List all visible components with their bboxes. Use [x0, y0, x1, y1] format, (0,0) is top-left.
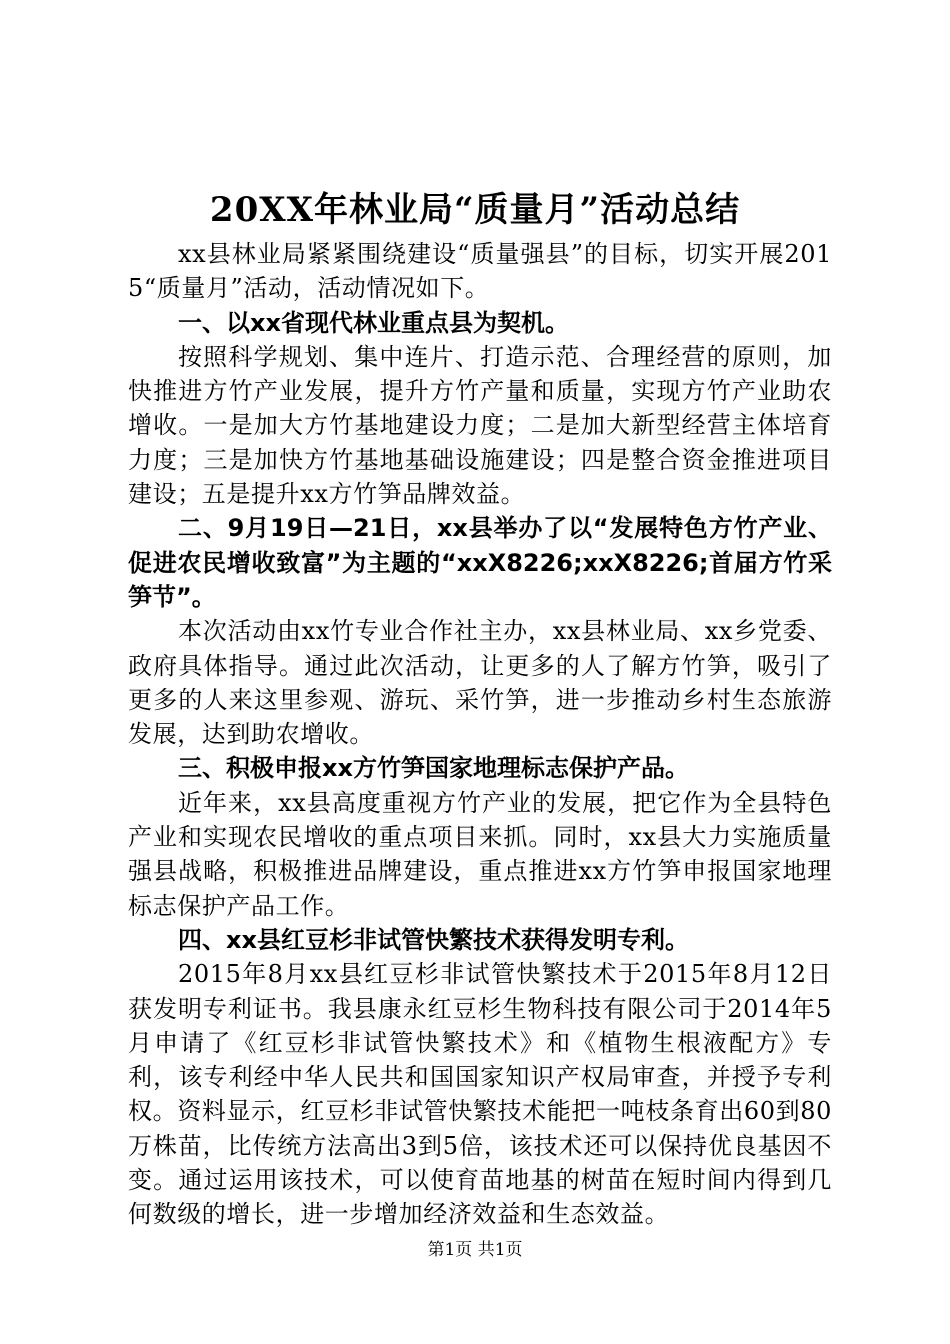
document-title: 20XX年林业局“质量月”活动总结: [209, 190, 741, 230]
section-body-2: 本次活动由xx竹专业合作社主办，xx县林业局、xx乡党委、政府具体指导。通过此次活动，让更多的人了解方竹笋，吸引了更多的人来这里参观、游玩、采竹笋，进一步推动乡村生态旅游发展，达到助农增收。: [128, 617, 832, 749]
page-footer: 第1页 共1页: [427, 1240, 523, 1260]
section-body-4: 2015年8月xx县红豆杉非试管快繁技术于2015年8月12日获发明专利证书。我县康永红豆杉生物科技有限公司于2014年5月申请了《红豆杉非试管快繁技术》和《植物生根液配方》专利，该专利经中华人民共和国国家知识产权局审查，并授予专利权。资料显示，红豆杉非试管快繁技术能把一吨枝条育出60到80万株苗，比传统方法高出3到5倍，该技术还可以保持优良基因不变。通过运用该技术，可以使育苗地基的树苗在短时间内得到几何数级的增长，进一步增加经济效益和生态效益。: [128, 960, 832, 1229]
section-heading-3: 三、积极申报xx方竹笋国家地理标志保护产品。: [178, 754, 689, 783]
document-body: [128, 237, 832, 1232]
section-body-1: 按照科学规划、集中连片、打造示范、合理经营的原则，加快推进方竹产业发展，提升方竹产量和质量，实现方竹产业助农增收。一是加大方竹基地建设力度；二是加大新型经营主体培育力度；三是加快方竹基地基础设施建设；四是整合资金推进项目建设；五是提升xx方竹笋品牌效益。: [128, 342, 832, 509]
section-body-3: 近年来，xx县高度重视方竹产业的发展，把它作为全县特色产业和实现农民增收的重点项目来抓。同时，xx县大力实施质量强县战略，积极推进品牌建设，重点推进xx方竹笋申报国家地理标志保护产品工作。: [128, 788, 832, 920]
section-heading-2: 二、9月19日—21日，xx县举办了以“发展特色方竹产业、促进农民增收致富”为主题的“xxX8226;xxX8226;首届方竹采笋节”。: [128, 514, 832, 611]
intro-paragraph: xx县林业局紧紧围绕建设“质量强县”的目标，切实开展2015“质量月”活动，活动情况如下。: [128, 240, 832, 303]
section-heading-1: 一、以xx省现代林业重点县为契机。: [178, 308, 569, 337]
section-heading-4: 四、xx县红豆杉非试管快繁技术获得发明专利。: [178, 925, 689, 954]
